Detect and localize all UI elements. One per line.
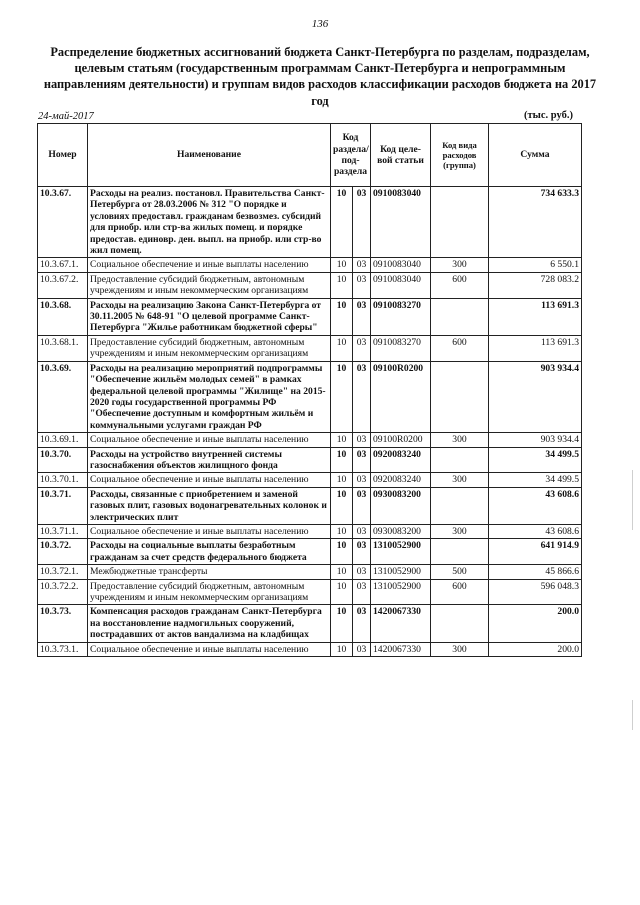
cell-name: Социальное обеспечение и иные выплаты населению (88, 473, 331, 487)
cell-name: Социальное обеспечение и иные выплаты населению (88, 258, 331, 272)
table-row (38, 539, 582, 565)
cell-vr: 500 (431, 565, 489, 579)
cell-sum: 728 083.2 (489, 272, 582, 298)
cell-section: 10 (331, 473, 353, 487)
cell-section: 10 (331, 187, 353, 258)
scan-artifact (632, 700, 633, 730)
cell-subsection: 03 (353, 487, 371, 524)
cell-subsection: 03 (353, 298, 371, 335)
table-row (38, 335, 582, 361)
table-row (38, 298, 582, 335)
cell-csr: 0920083240 (371, 473, 431, 487)
table-row (38, 579, 582, 605)
cell-csr: 09100R0200 (371, 433, 431, 447)
header-csr: Код целе- вой статьи (371, 124, 431, 187)
cell-subsection: 03 (353, 258, 371, 272)
cell-vr (431, 361, 489, 432)
cell-number: 10.3.72. (38, 539, 88, 565)
cell-number: 10.3.72.2. (38, 579, 88, 605)
cell-subsection: 03 (353, 579, 371, 605)
cell-sum: 34 499.5 (489, 447, 582, 473)
cell-section: 10 (331, 258, 353, 272)
cell-number: 10.3.67.2. (38, 272, 88, 298)
cell-name: Расходы на реализ. постановл. Правительства Санкт-Петербурга от 28.03.2006 № 312 "О порядке и условиях предоставл. гражданам безвозмез. субсидий для приобр. или стр-ва жилых помещ. и порядке предостав. единовр. ден. выпл. на приобр. или стр-во жил помещ. (88, 187, 331, 258)
cell-sum: 113 691.3 (489, 335, 582, 361)
header-sum: Сумма (489, 124, 582, 187)
table-row (38, 447, 582, 473)
cell-number: 10.3.70.1. (38, 473, 88, 487)
cell-csr: 0910083270 (371, 335, 431, 361)
cell-sum: 903 934.4 (489, 433, 582, 447)
header-name: Наименование (88, 124, 331, 187)
cell-number: 10.3.71.1. (38, 524, 88, 538)
cell-vr: 600 (431, 335, 489, 361)
cell-csr: 0910083040 (371, 187, 431, 258)
cell-sum: 903 934.4 (489, 361, 582, 432)
cell-section: 10 (331, 433, 353, 447)
cell-section: 10 (331, 642, 353, 656)
units-label: (тыс. руб.) (524, 110, 573, 121)
cell-section: 10 (331, 539, 353, 565)
document-title: Распределение бюджетных ассигнований бюджета Санкт-Петербурга по разделам, подразделам, целевым статьям (государственным программам Санкт-Петербурга и непрограммным направлениям деятельности) и группам видов расходов классификации расходов бюджета на 2017 год (43, 45, 597, 108)
cell-number: 10.3.72.1. (38, 565, 88, 579)
cell-csr: 1310052900 (371, 539, 431, 565)
header-section: Код раздела/ под- раздела (331, 124, 371, 187)
cell-name: Социальное обеспечение и иные выплаты населению (88, 433, 331, 447)
cell-subsection: 03 (353, 605, 371, 642)
cell-sum: 200.0 (489, 605, 582, 642)
cell-section: 10 (331, 272, 353, 298)
cell-section: 10 (331, 298, 353, 335)
cell-name: Социальное обеспечение и иные выплаты населению (88, 524, 331, 538)
cell-sum: 43 608.6 (489, 487, 582, 524)
cell-name: Социальное обеспечение и иные выплаты населению (88, 642, 331, 656)
cell-section: 10 (331, 361, 353, 432)
cell-name: Расходы на реализацию Закона Санкт-Петербурга от 30.11.2005 № 648-91 "О целевой программе Санкт-Петербурга "Жилье работникам бюджетной сферы" (88, 298, 331, 335)
table-row (38, 187, 582, 258)
cell-subsection: 03 (353, 433, 371, 447)
cell-sum: 34 499.5 (489, 473, 582, 487)
cell-section: 10 (331, 579, 353, 605)
cell-vr: 300 (431, 258, 489, 272)
cell-vr (431, 539, 489, 565)
cell-vr (431, 487, 489, 524)
table-row (38, 487, 582, 524)
table-row (38, 605, 582, 642)
cell-vr (431, 447, 489, 473)
cell-vr: 300 (431, 642, 489, 656)
cell-subsection: 03 (353, 447, 371, 473)
cell-vr: 600 (431, 272, 489, 298)
table-row (38, 433, 582, 447)
cell-number: 10.3.68.1. (38, 335, 88, 361)
cell-subsection: 03 (353, 361, 371, 432)
cell-vr (431, 605, 489, 642)
cell-number: 10.3.73.1. (38, 642, 88, 656)
cell-section: 10 (331, 335, 353, 361)
cell-csr: 1420067330 (371, 605, 431, 642)
cell-subsection: 03 (353, 473, 371, 487)
cell-csr: 1310052900 (371, 579, 431, 605)
cell-sum: 43 608.6 (489, 524, 582, 538)
page-number: 136 (311, 18, 329, 30)
cell-name: Расходы на реализацию мероприятий подпрограммы "Обеспечение жильём молодых семей" в рамках федеральной целевой программы "Жилище" на 2015-2020 годы государственной программы РФ "Обеспечение доступным и комфортным жильём и коммунальными услугами граждан РФ (88, 361, 331, 432)
cell-sum: 113 691.3 (489, 298, 582, 335)
table-row (38, 361, 582, 432)
cell-sum: 596 048.3 (489, 579, 582, 605)
document-date: 24-май-2017 (38, 111, 94, 122)
table-row (38, 258, 582, 272)
cell-number: 10.3.69. (38, 361, 88, 432)
table-row (38, 473, 582, 487)
cell-subsection: 03 (353, 335, 371, 361)
cell-csr: 0910083040 (371, 272, 431, 298)
cell-subsection: 03 (353, 642, 371, 656)
cell-vr (431, 187, 489, 258)
cell-subsection: 03 (353, 524, 371, 538)
cell-name: Межбюджетные трансферты (88, 565, 331, 579)
cell-sum: 641 914.9 (489, 539, 582, 565)
cell-csr: 09100R0200 (371, 361, 431, 432)
cell-csr: 0930083200 (371, 524, 431, 538)
table-row (38, 642, 582, 656)
cell-number: 10.3.68. (38, 298, 88, 335)
cell-name: Предоставление субсидий бюджетным, автономным учреждениям и иным некоммерческим организациям (88, 272, 331, 298)
cell-csr: 0920083240 (371, 447, 431, 473)
cell-vr: 300 (431, 473, 489, 487)
cell-vr (431, 298, 489, 335)
cell-sum: 200.0 (489, 642, 582, 656)
cell-name: Расходы на устройство внутренней системы газоснабжения объектов жилищного фонда (88, 447, 331, 473)
cell-number: 10.3.73. (38, 605, 88, 642)
cell-subsection: 03 (353, 272, 371, 298)
cell-number: 10.3.70. (38, 447, 88, 473)
header-number: Номер (38, 124, 88, 187)
cell-subsection: 03 (353, 565, 371, 579)
cell-vr: 300 (431, 433, 489, 447)
cell-csr: 0910083270 (371, 298, 431, 335)
cell-name: Расходы, связанные с приобретением и заменой газовых плит, газовых водонагревательных колонок и электрических плит (88, 487, 331, 524)
table-body (38, 187, 582, 657)
cell-sum: 734 633.3 (489, 187, 582, 258)
cell-section: 10 (331, 447, 353, 473)
cell-csr: 1420067330 (371, 642, 431, 656)
cell-section: 10 (331, 565, 353, 579)
scan-artifact (632, 470, 633, 530)
budget-table (37, 123, 582, 657)
cell-subsection: 03 (353, 539, 371, 565)
cell-name: Предоставление субсидий бюджетным, автономным учреждениям и иным некоммерческим организациям (88, 579, 331, 605)
cell-vr: 300 (431, 524, 489, 538)
cell-number: 10.3.67.1. (38, 258, 88, 272)
cell-name: Расходы на социальные выплаты безработным гражданам за счет средств федерального бюджета (88, 539, 331, 565)
header-vr: Код вида расходов (группа) (431, 124, 489, 187)
cell-name: Компенсация расходов гражданам Санкт-Петербурга на восстановление надмогильных сооружений, пострадавших от актов вандализма на кладбищах (88, 605, 331, 642)
cell-section: 10 (331, 605, 353, 642)
cell-sum: 6 550.1 (489, 258, 582, 272)
cell-number: 10.3.67. (38, 187, 88, 258)
cell-csr: 1310052900 (371, 565, 431, 579)
cell-section: 10 (331, 524, 353, 538)
table-row (38, 272, 582, 298)
cell-vr: 600 (431, 579, 489, 605)
table-row (38, 565, 582, 579)
table-header-row (38, 124, 582, 187)
cell-name: Предоставление субсидий бюджетным, автономным учреждениям и иным некоммерческим организациям (88, 335, 331, 361)
cell-csr: 0930083200 (371, 487, 431, 524)
cell-section: 10 (331, 487, 353, 524)
cell-csr: 0910083040 (371, 258, 431, 272)
cell-subsection: 03 (353, 187, 371, 258)
table-row (38, 524, 582, 538)
cell-sum: 45 866.6 (489, 565, 582, 579)
cell-number: 10.3.69.1. (38, 433, 88, 447)
cell-number: 10.3.71. (38, 487, 88, 524)
